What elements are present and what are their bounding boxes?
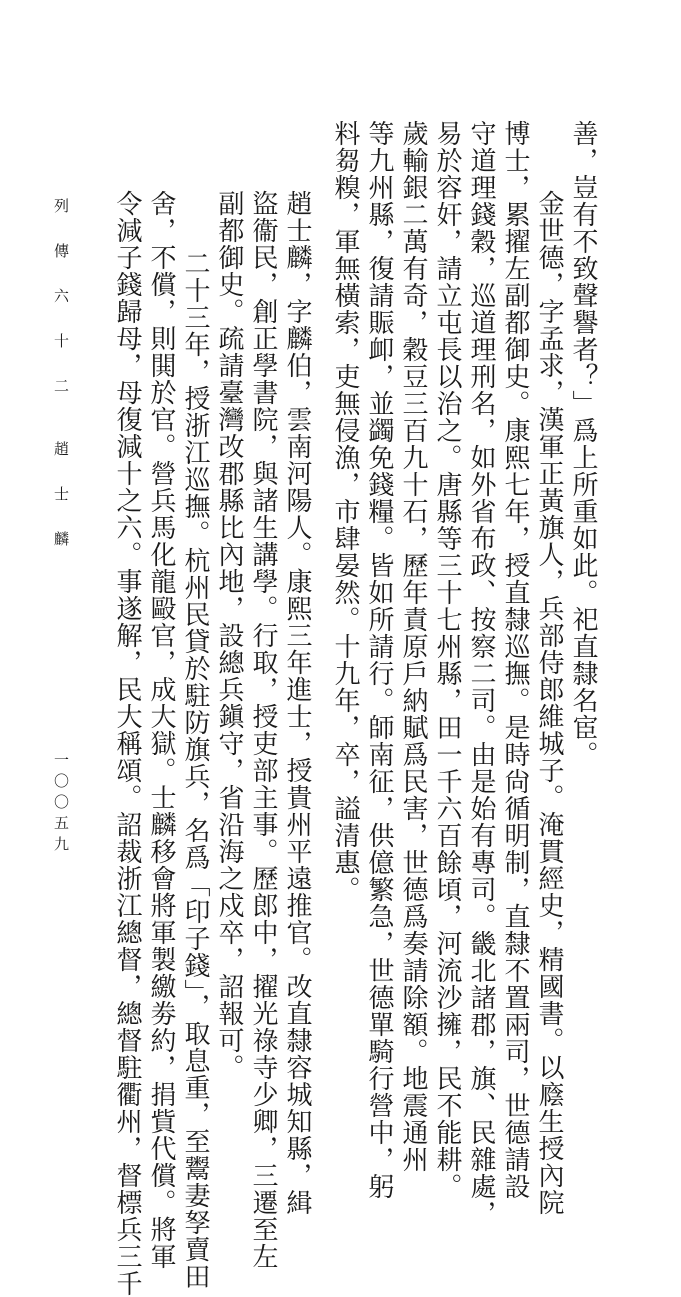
text-column-lower-5: 舍，不償，則閧於官。營兵馬化龍毆官，成大獄。士麟移會將軍製繳劵約，捐貲代償。將軍 — [146, 190, 176, 1270]
text-column-upper-8: 料芻糗，軍無橫索，吏無侵漁，市肆晏然。十九年，卒，謚清惠。 — [330, 120, 360, 903]
page-number: 一〇〇五九 — [52, 752, 70, 857]
text-column-upper-4: 守道理錢穀，巡道理刑名，如外省布政、按察二司。由是始有專司。畿北諸郡，旗、民雜處， — [466, 120, 496, 1227]
text-column-upper-1: 善，豈有不致聲譽者？」爲上所重如此。祀直隸名宦。 — [568, 120, 598, 768]
text-column-upper-3: 博士，累擢左副都御史。康熙七年，授直隸巡撫。是時尙循明制，直隸不置兩司，世德請設 — [500, 120, 530, 1200]
text-column-lower-4: 二十三年，授浙江巡撫。杭州民貸於駐防旗兵，名爲「印子錢」，取息重，至鬻妻孥賣田 — [180, 250, 210, 1290]
text-column-lower-1: 趙士麟，字麟伯，雲南河陽人。康熙三年進士，授貴州平遠推官。改直隸容城知縣，緝 — [282, 190, 312, 1216]
running-header: 列 傳 六 十 二 趙 士 麟 — [52, 198, 70, 552]
text-column-upper-7: 等九州縣，復請賑卹，並蠲免錢糧。皆如所請行。師南征，供億繁急，世德單騎行營中，躬 — [364, 120, 394, 1200]
text-column-upper-5: 易於容奸，請立屯長以治之。唐縣等三十七州縣，田一千六百餘頃，河流沙擁，民不能耕。 — [432, 120, 462, 1200]
text-column-lower-3: 副都御史。疏請臺灣改郡縣比內地，設總兵鎭守，省沿海之戍卒，詔報可。 — [214, 190, 244, 1081]
text-column-upper-2: 金世德，字孟求，漢軍正黃旗人，兵部侍郎維城子。淹貫經史，精國書。以廕生授內院 — [534, 190, 564, 1216]
text-column-upper-6: 歲輸銀二萬有奇，穀豆三百九十石，歷年責原戶納賦爲民害，世德爲奏請除額。地震通州 — [398, 120, 428, 1173]
text-column-lower-6: 令減子錢歸母，母復減十之六。事遂解，民大稱頌。詔裁浙江總督，總督駐衢州，督標兵三千 — [112, 190, 142, 1297]
text-column-lower-2: 盜衞民，創正學書院，與諸生講學。行取，授吏部主事。歷郎中，擢光祿寺少卿，三遷至左 — [248, 190, 278, 1270]
